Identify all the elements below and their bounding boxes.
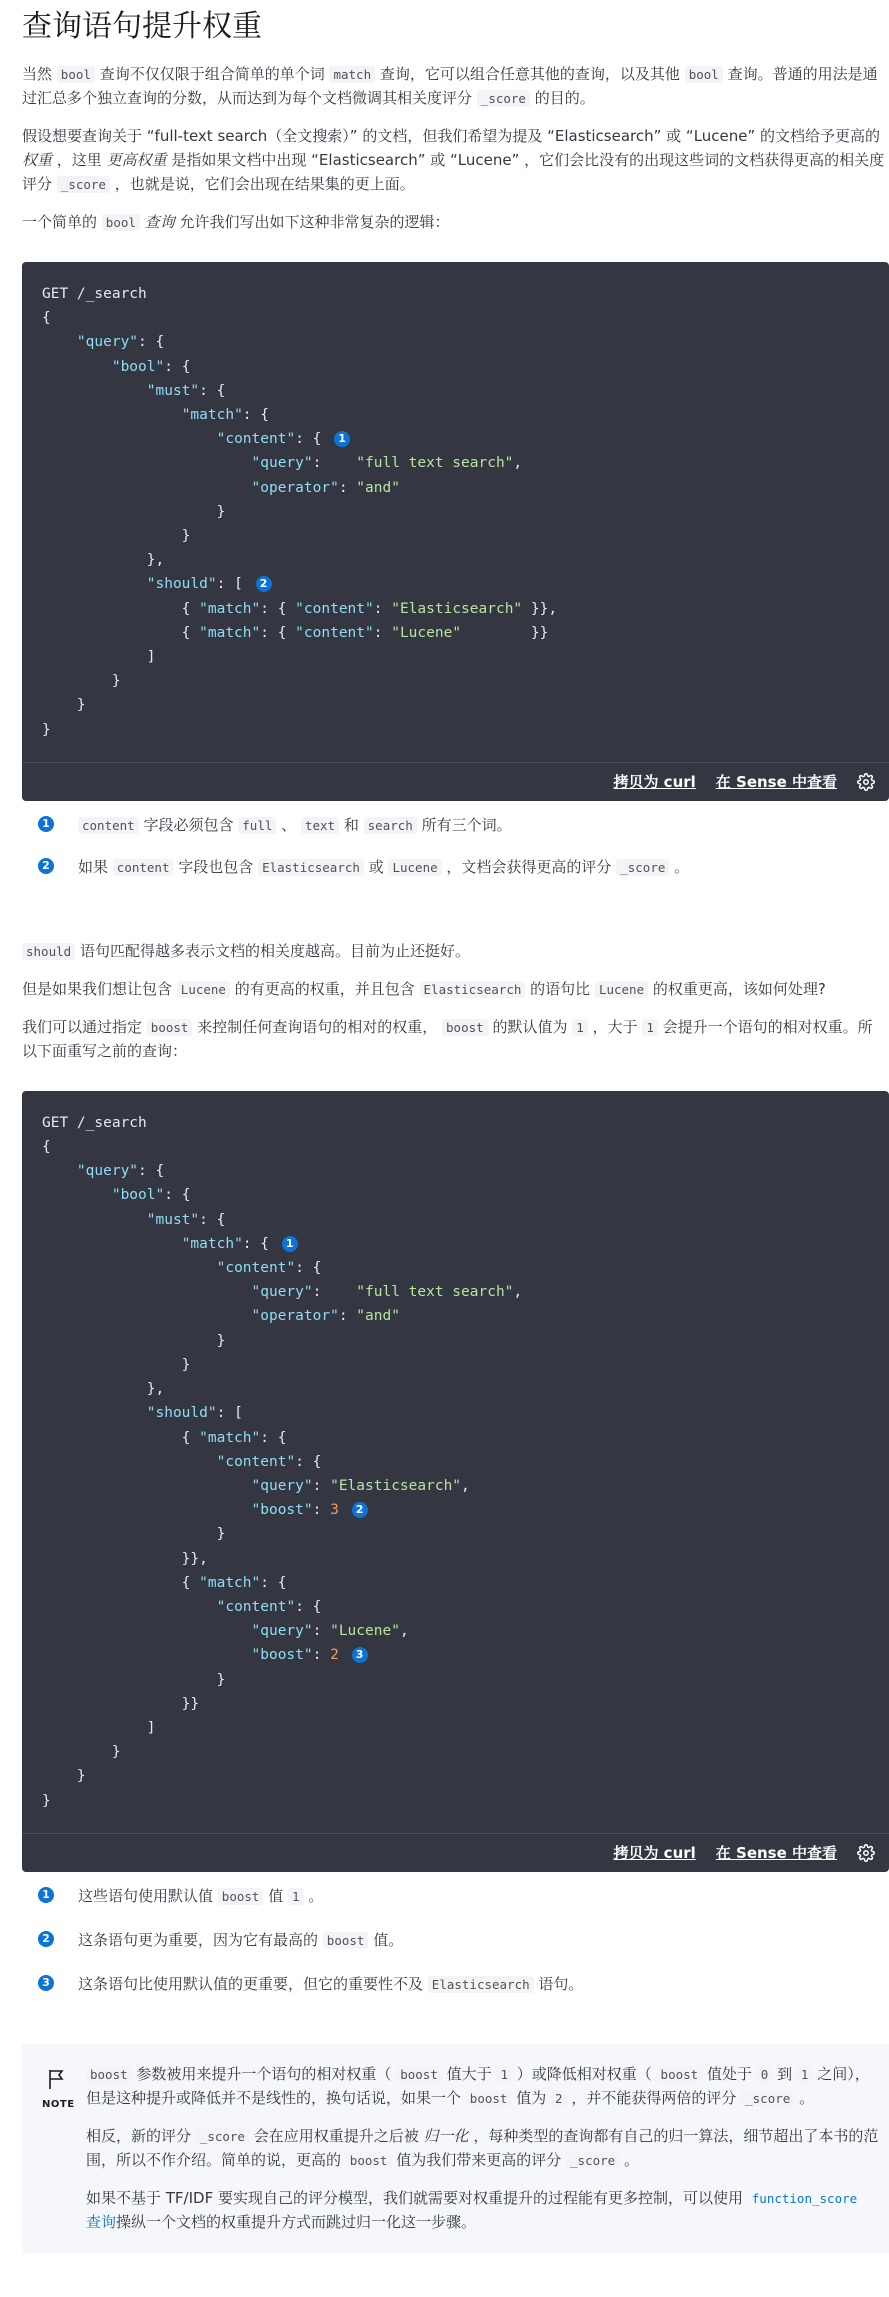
note-paragraph-2: 相反，新的评分 _score 会在应用权重提升之后被 归一化 ，每种类型的查询都有自己的归一算法，细节超出了本书的范围，所以不作介绍。简单的说，更高的 boost 值为我们带来更高的评分 _score 。 [86,2126,879,2169]
boost-paragraph: 我们可以通过指定 boost 来控制任何查询语句的相对的权重， boost 的默认值为 1 ，大于 1 会提升一个语句的相对权重。所以下面重写之前的查询： [22,1017,873,1060]
bool-intro-paragraph: 一个简单的 bool 查询 允许我们写出如下这种非常复杂的逻辑： [22,213,450,231]
gear-icon[interactable] [857,773,875,791]
scenario-paragraph: 假设想要查询关于 “full-text search（全文搜索）” 的文档，但我们希望为提及 “Elasticsearch” 或 “Lucene” 的文档给予更高的 权重 ，这里 更高权重 是指如果文档中出现 “Elasticsearch” 或 “Lucene” ，它们会比没有的出现这些词的文档获得更高的相关度评分 _score ，也就是说，它们会出现在结果集的更上面。 [22,127,885,193]
callout-marker: 2 [38,858,54,874]
copy-as-curl-link[interactable]: 拷贝为 curl [613,772,696,791]
function-score-link[interactable]: function_score 查询 [86,2190,858,2231]
should-paragraph: should 语句匹配得越多表示文档的相关度越高。目前为止还挺好。 [22,939,889,963]
list-item: 2 如果 content 字段也包含 Elasticsearch 或 Lucene ，文档会获得更高的评分 _score 。 [22,855,889,897]
callout-marker: 2 [256,576,272,592]
callout-marker: 3 [38,1975,54,1991]
callout-marker: 1 [38,816,54,832]
code-toolbar [22,762,889,801]
note-paragraph-1: boost 参数被用来提升一个语句的相对权重（ boost 值大于 1 ）或降低相对权重（ boost 值处于 0 到 1 之间），但是这种提升或降低并不是线性的，换句话说，如果一个 boost 值为 2 ，并不能获得两倍的评分 _score 。 [86,2064,870,2107]
code-example-2 [22,1091,889,1872]
note-body [86,2062,879,2234]
callout-list-2 [22,1884,889,2016]
code-block: GET /_search { "query": { "bool": { "must": { "match": { "content": { 1 "query": "full text search", "operator": "and" } } }, "should": [ 2 { "match": { "content": "Elasticsearch" }}, { "match": { "content": "Lucene" }} ] } } } [22,262,889,762]
callout-list-1 [22,813,889,897]
flag-icon [47,2068,67,2090]
callout-marker: 2 [352,1502,368,1518]
intro-paragraph: 当然 bool 查询不仅仅限于组合简单的单个词 match 查询，它可以组合任意其他的查询，以及其他 bool 查询。普通的用法是通过汇总多个独立查询的分数，从而达到为每个文档微调其相关度评分 _score 的目的。 [22,65,878,107]
copy-as-curl-link[interactable]: 拷贝为 curl [613,1843,696,1862]
list-item: 1 这些语句使用默认值 boost 值 1 。 [22,1884,889,1928]
note-label: NOTE [42,2098,75,2110]
list-item: 1 content 字段必须包含 full 、 text 和 search 所有三个词。 [22,813,889,855]
view-in-sense-link[interactable]: 在 Sense 中查看 [715,772,837,791]
question-paragraph: 但是如果我们想让包含 Lucene 的有更高的权重，并且包含 Elasticsearch 的语句比 Lucene 的权重更高，该如何处理? [22,979,826,998]
page-title: 查询语句提升权重 [22,9,262,44]
callout-marker: 1 [282,1236,298,1252]
code-example-1 [22,262,889,801]
code-block: GET /_search { "query": { "bool": { "must": { "match": { 1 "content": { "query": "full text search", "operator": "and" } } }, "should": [ { "match": { "content": { "query": "Elasticsearch", "boost": 3 2 } }}, { "match": { "content": { "query": "Lucene", "boost": 2 3 } }} ] } } } [22,1091,889,1833]
callout-marker: 1 [38,1887,54,1903]
callout-marker: 2 [38,1931,54,1947]
code-toolbar [22,1833,889,1872]
callout-marker: 1 [334,431,350,447]
note-box [22,2044,889,2254]
callout-marker: 3 [352,1647,368,1663]
list-item: 3 这条语句比使用默认值的更重要，但它的重要性不及 Elasticsearch 语句。 [22,1972,889,2016]
list-item: 2 这条语句更为重要，因为它有最高的 boost 值。 [22,1928,889,1972]
note-paragraph-3: 如果不基于 TF/IDF 要实现自己的评分模型，我们就需要对权重提升的过程能有更多控制，可以使用 function_score 查询操纵一个文档的权重提升方式而跳过归一化这一步骤。 [86,2186,879,2234]
view-in-sense-link[interactable]: 在 Sense 中查看 [715,1843,837,1862]
gear-icon[interactable] [857,1844,875,1862]
